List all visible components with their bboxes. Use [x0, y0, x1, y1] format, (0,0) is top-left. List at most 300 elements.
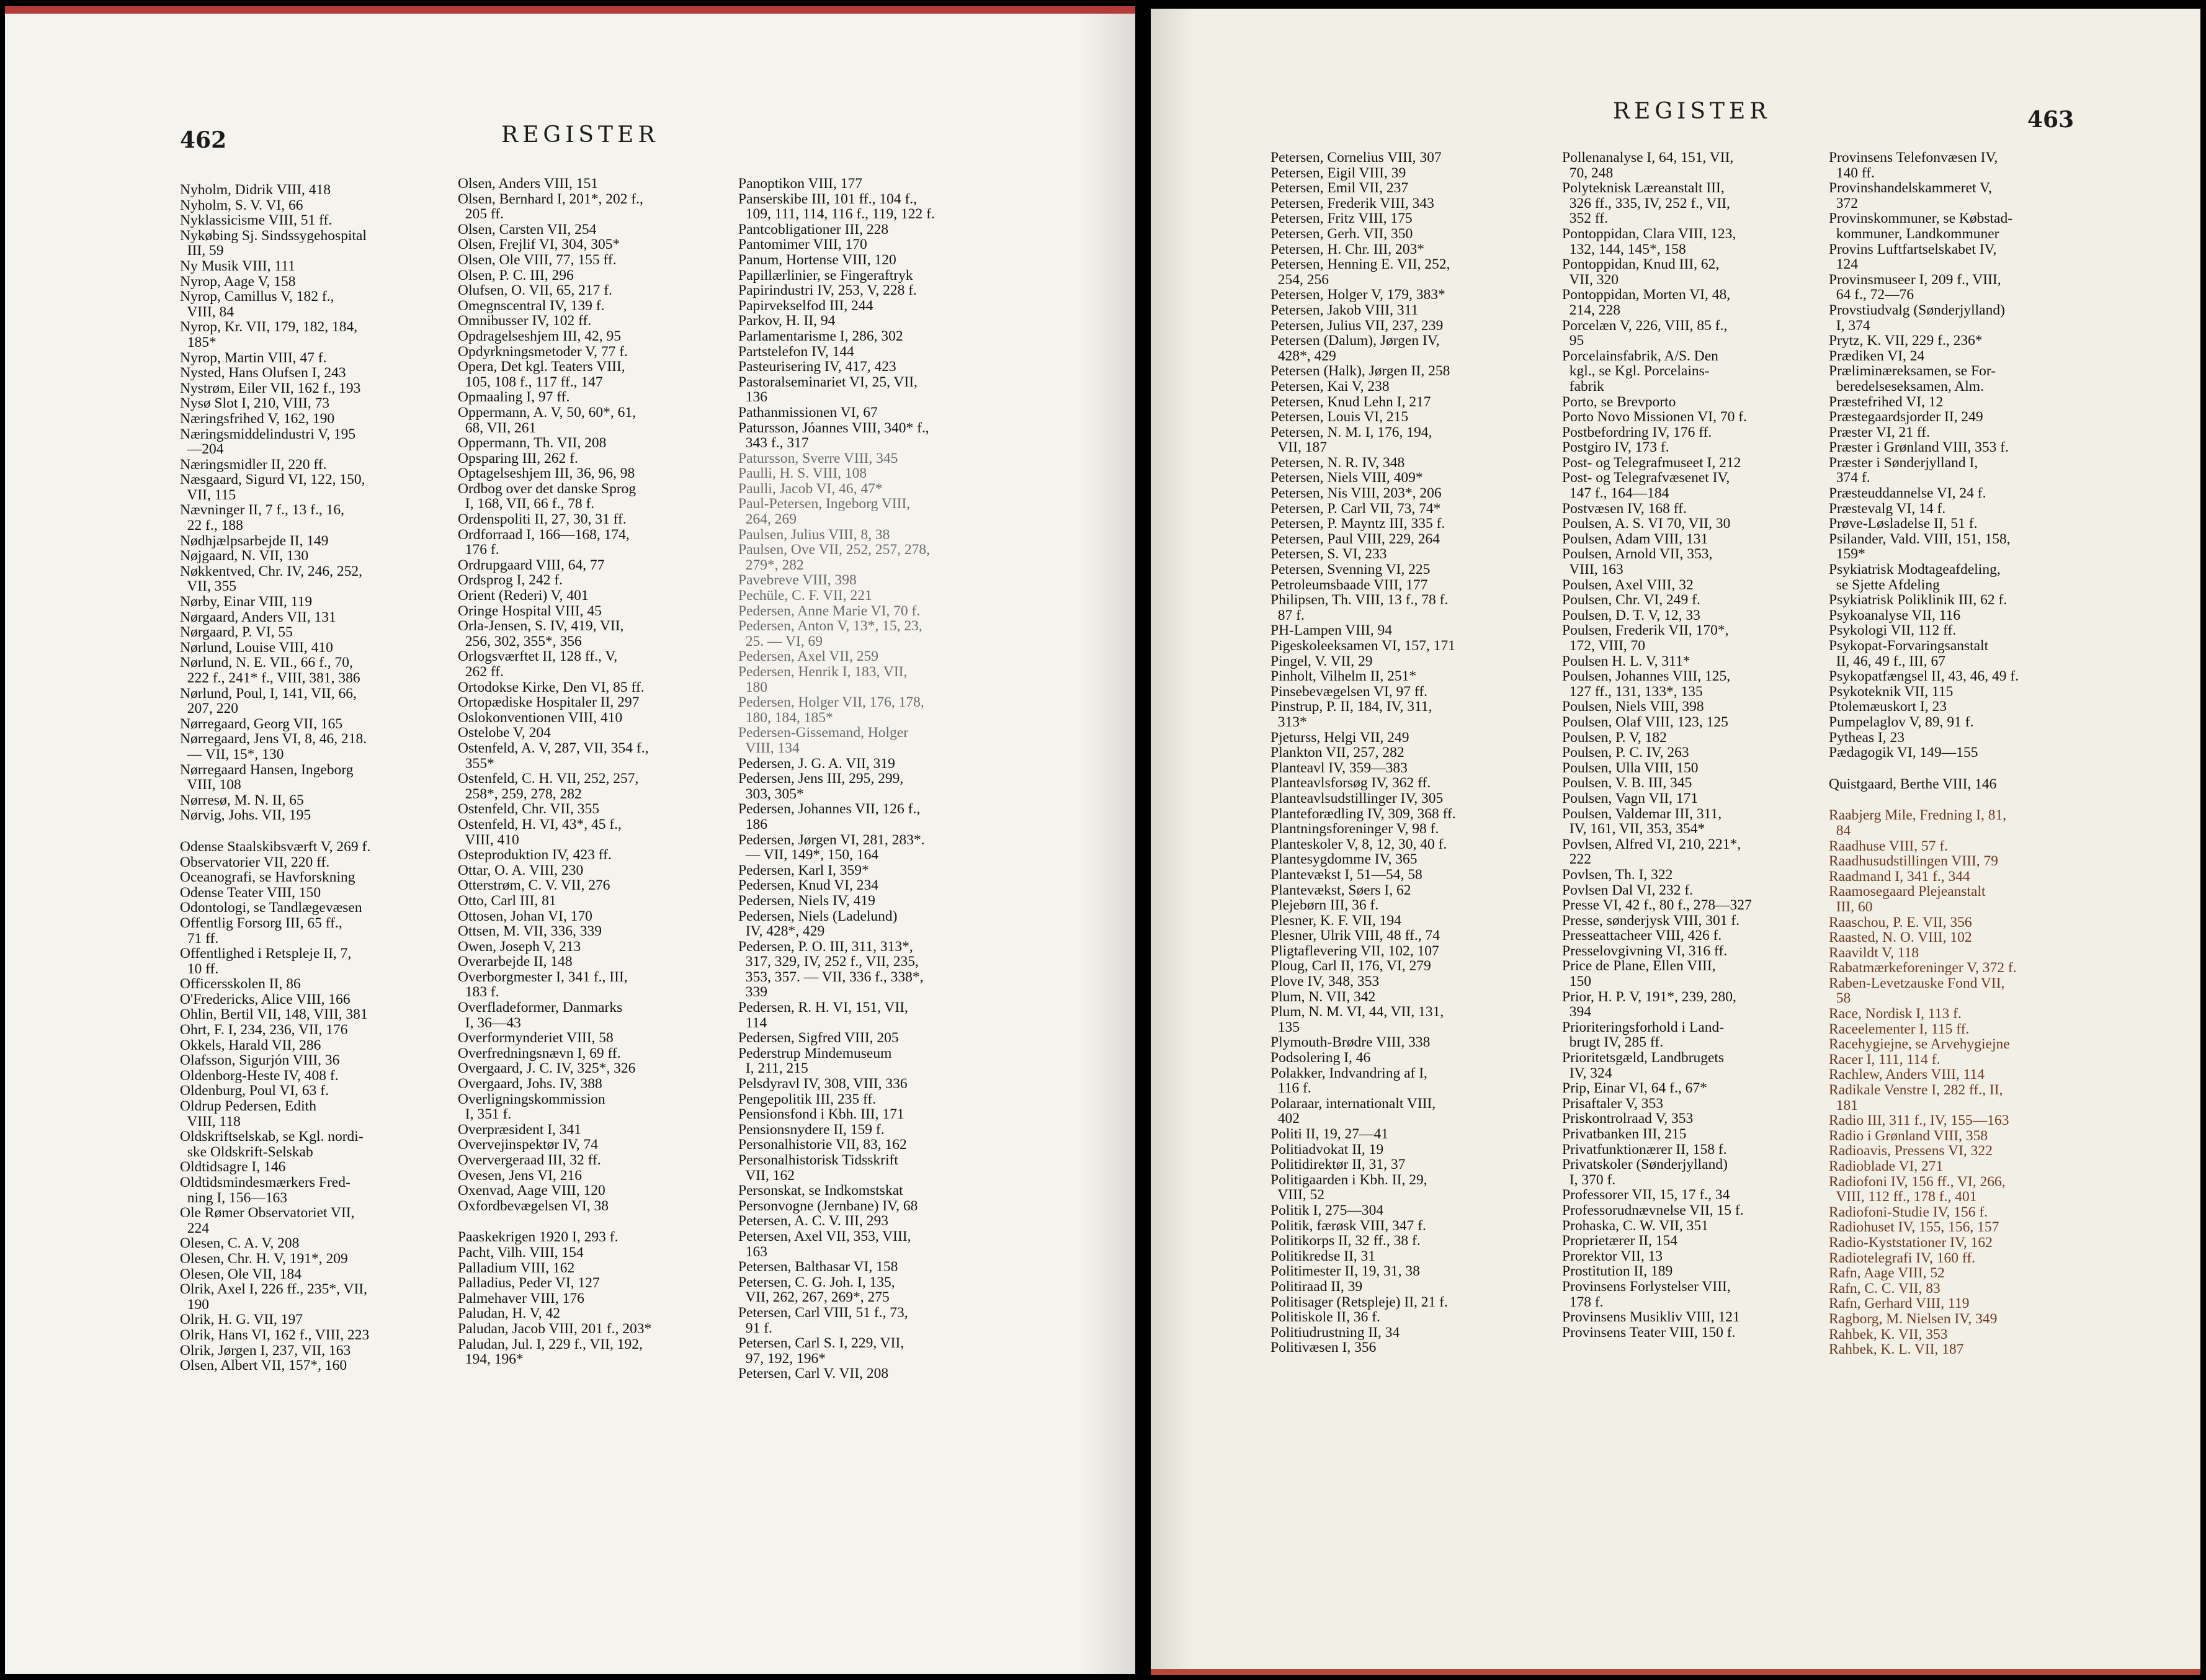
index-entry: Nøkkentved, Chr. IV, 246, 252,: [180, 563, 362, 579]
index-entry: Provinskommuner, se Købstad-: [1829, 210, 2013, 227]
index-entry: Præsteuddannelse VI, 24 f.: [1829, 485, 1986, 502]
index-entry: Poulsen, P. C. IV, 263: [1562, 744, 1689, 761]
index-entry: Plankton VII, 257, 282: [1270, 744, 1404, 761]
index-entry: Politidirektør II, 31, 37: [1270, 1156, 1406, 1173]
index-entry: I, 370 f.: [1562, 1171, 1616, 1188]
index-entry: Nyholm, Didrik VIII, 418: [180, 182, 331, 198]
page-number: 462: [180, 127, 227, 153]
index-entry: Palmehaver VIII, 176: [458, 1290, 584, 1307]
index-entry: Poulsen, V. B. III, 345: [1562, 775, 1692, 792]
index-entry: Præster VI, 21 ff.: [1829, 424, 1930, 440]
index-entry: Radioavis, Pressens VI, 322: [1829, 1143, 1993, 1159]
index-entry: Poulsen, Vagn VII, 171: [1562, 790, 1699, 806]
index-entry: Poulsen, P. V, 182: [1562, 729, 1667, 746]
index-column: [180, 182, 465, 1374]
index-entry: I, 168, VII, 66 f., 78 f.: [458, 496, 595, 512]
index-entry: I, 351 f.: [458, 1106, 512, 1123]
index-entry: 114: [738, 1014, 767, 1031]
index-entry: Povlsen Dal VI, 232 f.: [1562, 882, 1694, 898]
index-entry: Nørlund, N. E. VII., 66 f., 70,: [180, 655, 353, 671]
index-entry: Ptolemæuskort I, 23: [1829, 699, 1947, 715]
index-entry: Officersskolen II, 86: [180, 976, 301, 993]
index-entry: O'Fredericks, Alice VIII, 166: [180, 991, 351, 1008]
index-entry: Polakker, Indvandring af I,: [1270, 1065, 1427, 1081]
index-entry: Presse VI, 42 f., 80 f., 278—327: [1562, 897, 1752, 914]
index-entry: 64 f., 72—76: [1829, 287, 1914, 303]
index-entry: Panoptikon VIII, 177: [738, 176, 862, 192]
index-entry: I, 36—43: [458, 1014, 521, 1031]
index-entry: Plesner, Ulrik VIII, 48 ff., 74: [1270, 927, 1440, 944]
index-entry: 339: [738, 984, 767, 1001]
index-entry: Petersen (Dalum), Jørgen IV,: [1270, 333, 1440, 349]
index-entry: I, 211, 215: [738, 1060, 808, 1077]
index-entry: Plymouth-Brødre VIII, 338: [1270, 1034, 1431, 1051]
index-entry: 222 f., 241* f., VIII, 381, 386: [180, 670, 360, 686]
index-entry: Petroleumsbaade VIII, 177: [1270, 576, 1428, 593]
index-entry: Petersen, Knud Lehn I, 217: [1270, 393, 1431, 410]
index-entry: Psilander, Vald. VIII, 151, 158,: [1829, 530, 2011, 547]
index-entry: 105, 108 f., 117 ff., 147: [458, 373, 603, 390]
index-entry: Pastoralseminariet VI, 25, VII,: [738, 373, 918, 390]
index-entry: Panum, Hortense VIII, 120: [738, 251, 896, 268]
index-entry: 402: [1270, 1110, 1300, 1127]
index-entry: 84: [1829, 822, 1851, 839]
index-entry: Nørregaard Hansen, Ingeborg: [180, 761, 354, 778]
index-entry: Prip, Einar VI, 64 f., 67*: [1562, 1080, 1707, 1097]
index-entry: Plum, N. M. VI, 44, VII, 131,: [1270, 1004, 1444, 1021]
index-entry: Rahbek, K. VII, 353: [1829, 1326, 1948, 1343]
index-entry: Poulsen, Arnold VII, 353,: [1562, 546, 1713, 563]
index-entry: Price de Plane, Ellen VIII,: [1562, 958, 1716, 975]
index-entry: Radiohuset IV, 155, 156, 157: [1829, 1219, 1999, 1236]
index-entry: — VII, 15*, 130: [180, 746, 284, 762]
index-entry: III, 60: [1829, 898, 1873, 915]
index-entry: Oppermann, Th. VII, 208: [458, 435, 607, 452]
index-entry: Nødhjælpsarbejde II, 149: [180, 532, 329, 549]
index-entry: 262 ff.: [458, 664, 504, 680]
index-entry: 135: [1270, 1019, 1300, 1035]
index-entry: Pantomimer VIII, 170: [738, 236, 867, 253]
index-entry: 279*, 282: [738, 556, 804, 573]
index-entry: Polaraar, internationalt VIII,: [1270, 1095, 1436, 1112]
index-entry: Povlsen, Alfred VI, 210, 221*,: [1562, 836, 1741, 852]
index-entry: Philipsen, Th. VIII, 13 f., 78 f.: [1270, 592, 1449, 609]
index-entry: 194, 196*: [458, 1351, 524, 1368]
index-entry: Ordenspoliti II, 27, 30, 31 ff.: [458, 511, 627, 528]
index-entry: Prædiken VI, 24: [1829, 347, 1925, 364]
index-entry: Pedersen, R. H. VI, 151, VII,: [738, 999, 908, 1016]
index-entry: Rachlew, Anders VIII, 114: [1829, 1066, 1985, 1083]
index-entry: Porcelæn V, 226, VIII, 85 f.,: [1562, 317, 1728, 334]
index-entry: Petersen, Fritz VIII, 175: [1270, 210, 1413, 227]
index-entry: Petersen, N. M. I, 176, 194,: [1270, 424, 1432, 440]
index-entry: Prioritetsgæld, Landbrugets: [1562, 1050, 1725, 1066]
index-entry: Osteproduktion IV, 423 ff.: [458, 847, 612, 864]
index-entry: Okkels, Harald VII, 286: [180, 1037, 321, 1053]
index-entry: Pinholt, Vilhelm II, 251*: [1270, 668, 1417, 685]
index-entry: Ottsen, M. VII, 336, 339: [458, 923, 602, 940]
index-column: [1829, 150, 2120, 1357]
index-entry: Poulsen, Axel VIII, 32: [1562, 576, 1694, 593]
index-entry: Radio-Kyststationer IV, 162: [1829, 1234, 1993, 1251]
index-entry: Radioblade VI, 271: [1829, 1158, 1944, 1174]
index-entry: Presse, sønderjysk VIII, 301 f.: [1562, 912, 1740, 929]
index-entry: I, 374: [1829, 317, 1870, 334]
index-entry: Nørresø, M. N. II, 65: [180, 792, 304, 808]
index-entry: II, 46, 49 f., III, 67: [1829, 653, 1945, 669]
index-entry: Ordrupgaard VIII, 64, 77: [458, 556, 605, 573]
index-entry: Pedersen, Sigfred VIII, 205: [738, 1030, 899, 1047]
index-entry: Politiraad II, 39: [1270, 1278, 1363, 1295]
index-entry: Pumpelaglov V, 89, 91 f.: [1829, 713, 1974, 730]
index-entry: Psykiatrisk Modtageafdeling,: [1829, 561, 2001, 578]
index-entry: Radiofoni IV, 156 ff., VI, 266,: [1829, 1173, 2006, 1190]
index-entry: Poulsen, Niels VIII, 398: [1562, 699, 1704, 715]
index-entry: IV, 161, VII, 353, 354*: [1562, 821, 1705, 838]
index-entry: Poulsen, Ulla VIII, 150: [1562, 759, 1699, 776]
index-entry: Præster i Sønderjylland I,: [1829, 454, 1978, 471]
index-entry: Ohlin, Bertil VII, 148, VIII, 381: [180, 1006, 368, 1023]
index-entry: 140 ff.: [1829, 164, 1875, 181]
index-entry: Postvæsen IV, 168 ff.: [1562, 500, 1687, 517]
index-entry: Odontologi, se Tandlægevæsen: [180, 900, 362, 916]
index-entry: 176 f.: [458, 542, 499, 558]
index-entry: Palladium VIII, 162: [458, 1259, 575, 1276]
index-entry: Race, Nordisk I, 113 f.: [1829, 1006, 1962, 1022]
index-entry: Provinsmuseer I, 209 f., VIII,: [1829, 271, 2001, 288]
index-entry: Nævninger II, 7 f., 13 f., 16,: [180, 502, 344, 519]
index-entry: Petersen, Frederik VIII, 343: [1270, 195, 1434, 212]
index-entry: Paludan, Jacob VIII, 201 f., 203*: [458, 1320, 652, 1337]
index-entry: Opmaaling I, 97 ff.: [458, 389, 570, 406]
index-entry: Petersen, Jakob VIII, 311: [1270, 302, 1419, 318]
index-entry: Politimester II, 19, 31, 38: [1270, 1263, 1420, 1280]
index-entry: III, 59: [180, 243, 224, 259]
index-entry: Prohaska, C. W. VII, 351: [1562, 1217, 1708, 1234]
index-entry: 224: [180, 1220, 209, 1236]
index-entry: 180, 184, 185*: [738, 709, 833, 726]
index-entry: 326 ff., 335, IV, 252 f., VII,: [1562, 195, 1730, 212]
index-entry: Rafn, Aage VIII, 52: [1829, 1265, 1945, 1282]
index-entry: Præstegaardsjorder II, 249: [1829, 409, 1983, 426]
index-entry: Pontoppidan, Clara VIII, 123,: [1562, 225, 1736, 242]
index-entry: Rahbek, K. L. VII, 187: [1829, 1341, 1964, 1358]
index-entry: 95: [1562, 333, 1584, 349]
index-entry: Plantningsforeninger V, 98 f.: [1270, 821, 1439, 838]
index-entry: Psykoanalyse VII, 116: [1829, 607, 1961, 623]
index-entry: Nørgaard, P. VI, 55: [180, 624, 293, 641]
index-entry: Oververgeraad III, 32 ff.: [458, 1152, 601, 1168]
index-entry: Raceelementer I, 115 ff.: [1829, 1021, 1970, 1037]
index-entry: VIII, 112 ff., 178 f., 401: [1829, 1189, 1977, 1205]
index-entry: Oslokonventionen VIII, 410: [458, 709, 623, 726]
index-entry: Petersen, Svenning VI, 225: [1270, 561, 1431, 578]
index-entry: 207, 220: [180, 700, 238, 717]
index-entry: Pechüle, C. F. VII, 221: [738, 588, 872, 604]
index-entry: Nyklassicisme VIII, 51 ff.: [180, 212, 333, 229]
index-entry: VII, 262, 267, 269*, 275: [738, 1289, 890, 1306]
index-entry: Panserskibe III, 101 ff., 104 f.,: [738, 190, 918, 207]
index-entry: VIII, 84: [180, 303, 234, 320]
index-entry: Pjeturss, Helgi VII, 249: [1270, 729, 1409, 746]
index-entry: Ordforraad I, 166—168, 174,: [458, 526, 630, 543]
index-entry: Professorer VII, 15, 17 f., 34: [1562, 1187, 1730, 1204]
index-entry: Politi II, 19, 27—41: [1270, 1126, 1388, 1142]
page-number: 463: [2027, 107, 2074, 133]
index-entry: Næsgaard, Sigurd VI, 122, 150,: [180, 471, 365, 488]
index-entry: brugt IV, 285 ff.: [1562, 1034, 1663, 1051]
index-entry: Privatfunktionærer II, 158 f.: [1562, 1141, 1727, 1158]
index-entry: Petersen, Gerh. VII, 350: [1270, 225, 1413, 242]
index-entry: 190: [180, 1296, 209, 1313]
index-entry: Pedersen, P. O. III, 311, 313*,: [738, 938, 913, 955]
index-entry: Nørlund, Louise VIII, 410: [180, 639, 333, 656]
index-entry: Plejebørn III, 36 f.: [1270, 897, 1379, 914]
index-entry: Radio i Grønland VIII, 358: [1829, 1127, 1988, 1144]
index-entry: Radikale Venstre I, 282 ff., II,: [1829, 1082, 2003, 1099]
index-entry: Odense Teater VIII, 150: [180, 884, 321, 901]
gutter-shadow: [1079, 14, 1135, 1674]
index-entry: Paludan, Jul. I, 229 f., VII, 192,: [458, 1336, 643, 1352]
index-entry: Paulsen, Julius VIII, 8, 38: [738, 526, 890, 543]
index-entry: Nysø Slot I, 210, VIII, 73: [180, 395, 330, 412]
index-entry: Povlsen, Th. I, 322: [1562, 866, 1673, 883]
index-entry: Orlogsværftet II, 128 ff., V,: [458, 648, 618, 665]
index-entry: kgl., se Kgl. Porcelains-: [1562, 363, 1710, 380]
index-entry: Papirindustri IV, 253, V, 228 f.: [738, 282, 917, 299]
index-entry: Petersen, Balthasar VI, 158: [738, 1259, 898, 1276]
index-entry: 343 f., 317: [738, 435, 809, 452]
index-entry: PH-Lampen VIII, 94: [1270, 622, 1393, 639]
index-entry: fabrik: [1562, 378, 1604, 395]
index-entry: Olrik, Jørgen I, 237, VII, 163: [180, 1342, 351, 1359]
index-entry: Petersen, Julius VII, 237, 239: [1270, 317, 1444, 334]
index-entry: Orient (Rederi) V, 401: [458, 588, 589, 604]
index-entry: Ortopædiske Hospitaler II, 297: [458, 694, 640, 711]
index-entry: Opdyrkningsmetoder V, 77 f.: [458, 343, 628, 360]
page-header: REGISTER: [1613, 99, 1771, 124]
index-entry: Olafsson, Sigurjón VIII, 36: [180, 1052, 340, 1069]
index-entry: Pingel, V. VII, 29: [1270, 653, 1373, 669]
index-entry: Olsen, P. C. III, 296: [458, 267, 574, 284]
index-entry: 353, 357. — VII, 336 f., 338*,: [738, 968, 924, 985]
index-entry: Rafn, Gerhard VIII, 119: [1829, 1295, 1970, 1312]
index-entry: Provinsens Musikliv VIII, 121: [1562, 1309, 1740, 1326]
index-entry: ning I, 156—163: [180, 1189, 287, 1206]
index-entry: Postgiro IV, 173 f.: [1562, 439, 1669, 456]
index-entry: IV, 324: [1562, 1065, 1612, 1081]
index-entry: Prøve-Løsladelse II, 51 f.: [1829, 516, 1978, 532]
index-entry: Olsen, Anders VIII, 151: [458, 176, 599, 192]
index-entry: beredelseseksamen, Alm.: [1829, 378, 1984, 395]
index-entry: Opsparing III, 262 f.: [458, 450, 578, 467]
index-entry: Overgaard, J. C. IV, 325*, 326: [458, 1060, 636, 1077]
right-page: [1151, 9, 2200, 1675]
index-entry: Prior, H. P. V, 191*, 239, 280,: [1562, 988, 1736, 1005]
index-entry: Parkov, H. II, 94: [738, 313, 836, 329]
index-entry: Nyholm, S. V. VI, 66: [180, 197, 303, 213]
index-entry: ske Oldskrift-Selskab: [180, 1143, 313, 1160]
index-entry: Politiadvokat II, 19: [1270, 1141, 1384, 1158]
index-entry: Ostenfeld, Chr. VII, 355: [458, 801, 600, 818]
index-entry: 214, 228: [1562, 302, 1620, 318]
index-entry: Pontoppidan, Morten VI, 48,: [1562, 287, 1731, 303]
index-entry: Offentlighed i Retspleje II, 7,: [180, 945, 352, 962]
index-entry: 264, 269: [738, 511, 797, 528]
index-entry: Personvogne (Jernbane) IV, 68: [738, 1197, 918, 1214]
index-entry: 163: [738, 1243, 767, 1260]
index-entry: Petersen, C. G. Joh. I, 135,: [738, 1274, 895, 1290]
index-entry: Poulsen, Valdemar III, 311,: [1562, 805, 1722, 822]
index-entry: Petersen, Carl S. I, 229, VII,: [738, 1335, 904, 1352]
index-entry: Papirvekselfod III, 244: [738, 297, 873, 314]
index-entry: Petersen, A. C. V. III, 293: [738, 1213, 888, 1230]
index-entry: Orla-Jensen, S. IV, 419, VII,: [458, 618, 624, 635]
index-entry: Radio III, 311 f., IV, 155—163: [1829, 1112, 2009, 1129]
index-entry: Paulsen, Ove VII, 252, 257, 278,: [738, 542, 930, 558]
index-entry: Prostitution II, 189: [1562, 1263, 1673, 1280]
index-entry: Patursson, Sverre VIII, 345: [738, 450, 898, 467]
index-entry: Raaschou, P. E. VII, 356: [1829, 914, 1972, 931]
index-entry: Politikorps II, 32 ff., 38 f.: [1270, 1233, 1421, 1249]
index-entry: Plesner, K. F. VII, 194: [1270, 912, 1401, 929]
index-entry: VIII, 118: [180, 1113, 241, 1130]
index-entry: Petersen, Axel VII, 353, VIII,: [738, 1228, 911, 1244]
index-entry: Politisager (Retspleje) II, 21 f.: [1270, 1294, 1448, 1310]
index-entry: Paul-Petersen, Ingeborg VIII,: [738, 496, 911, 512]
index-entry: Plum, N. VII, 342: [1270, 988, 1376, 1005]
index-entry: Personalhistorisk Tidsskrift: [738, 1152, 898, 1168]
index-entry: Oldrup Pedersen, Edith: [180, 1098, 316, 1115]
index-entry: Olufsen, O. VII, 65, 217 f.: [458, 282, 612, 299]
index-entry: Overarbejde II, 148: [458, 954, 573, 970]
index-entry: Nysted, Hans Olufsen I, 243: [180, 365, 346, 382]
index-entry: Nyrop, Martin VIII, 47 f.: [180, 349, 327, 366]
index-entry: Ostelobe V, 204: [458, 725, 551, 741]
index-entry: Presseattacheer VIII, 426 f.: [1562, 927, 1722, 944]
index-entry: Pedersen, Niels IV, 419: [738, 892, 875, 909]
index-entry: Pacht, Vilh. VIII, 154: [458, 1244, 584, 1261]
index-entry: VII, 115: [180, 486, 236, 503]
index-entry: Raamosegaard Plejeanstalt: [1829, 883, 1986, 900]
index-entry: Oxenvad, Aage VIII, 120: [458, 1182, 605, 1199]
index-entry: Olsen, Frejlif VI, 304, 305*: [458, 236, 620, 253]
index-entry: Olesen, Chr. H. V, 191*, 209: [180, 1250, 348, 1267]
index-entry: Poulsen, D. T. V, 12, 33: [1562, 607, 1700, 623]
index-entry: Olsen, Ole VIII, 77, 155 ff.: [458, 251, 617, 268]
index-entry: Prorektor VII, 13: [1562, 1248, 1663, 1264]
index-entry: Pedersen, Jørgen VI, 281, 283*.: [738, 831, 925, 848]
index-entry: Politik, færøsk VIII, 347 f.: [1270, 1217, 1426, 1234]
index-entry: Privatbanken III, 215: [1562, 1126, 1687, 1142]
index-entry: Olrik, Axel I, 226 ff., 235*, VII,: [180, 1281, 367, 1298]
index-entry: VII, 187: [1270, 439, 1327, 456]
index-entry: Pedersen, Henrik I, 183, VII,: [738, 664, 908, 680]
index-entry: Porto Novo Missionen VI, 70 f.: [1562, 409, 1747, 426]
index-entry: Opera, Det kgl. Teaters VIII,: [458, 359, 625, 375]
index-entry: Petersen, P. Carl VII, 73, 74*: [1270, 500, 1441, 517]
index-entry: Paulli, Jacob VI, 46, 47*: [738, 480, 883, 497]
index-entry: Petersen, Holger V, 179, 383*: [1270, 287, 1445, 303]
index-entry: Raadmand I, 341 f., 344: [1829, 868, 1970, 885]
index-entry: Ragborg, M. Nielsen IV, 349: [1829, 1310, 1998, 1327]
index-entry: Overgaard, Johs. IV, 388: [458, 1076, 602, 1092]
index-entry: Prisaftaler V, 353: [1562, 1095, 1663, 1112]
index-entry: Nørregaard, Jens VI, 8, 46, 218.: [180, 731, 367, 748]
index-entry: Radiofoni-Studie IV, 156 f.: [1829, 1204, 1988, 1220]
index-entry: Olrik, Hans VI, 162 f., VIII, 223: [180, 1326, 370, 1343]
index-entry: VIII, 163: [1562, 561, 1623, 578]
index-entry: Opdragelseshjem III, 42, 95: [458, 328, 621, 344]
gutter-shadow: [1151, 9, 1194, 1669]
index-entry: VIII, 410: [458, 831, 519, 848]
index-entry: 317, 329, IV, 252 f., VII, 235,: [738, 954, 919, 970]
index-entry: Nørby, Einar VIII, 119: [180, 594, 313, 610]
index-entry: Pinstrup, P. II, 184, IV, 311,: [1270, 699, 1432, 715]
index-entry: Petersen, Henning E. VII, 252,: [1270, 256, 1450, 273]
index-entry: Næringsmidler II, 220 ff.: [180, 456, 327, 473]
index-entry: Ny Musik VIII, 111: [180, 257, 295, 274]
left-page: [5, 6, 1135, 1674]
index-entry: Ostenfeld, A. V, 287, VII, 354 f.,: [458, 739, 649, 756]
index-entry: Polyteknisk Læreanstalt III,: [1562, 180, 1725, 197]
index-entry: Omnibusser IV, 102 ff.: [458, 313, 592, 329]
index-entry: Pytheas I, 23: [1829, 729, 1905, 746]
index-entry: Racehygiejne, se Arvehygiejne: [1829, 1036, 2010, 1053]
index-entry: Parlamentarisme I, 286, 302: [738, 328, 903, 344]
index-entry: Pensionsnydere II, 159 f.: [738, 1121, 885, 1138]
index-entry: Nystrøm, Eiler VII, 162 f., 193: [180, 380, 361, 396]
index-entry: Overfredningsnævn I, 69 ff.: [458, 1045, 621, 1061]
index-entry: Oceanografi, se Havforskning: [180, 869, 355, 886]
index-entry: Pollenanalyse I, 64, 151, VII,: [1562, 150, 1734, 166]
index-entry: Politivæsen I, 356: [1270, 1339, 1377, 1356]
index-entry: Overligningskommission: [458, 1091, 605, 1107]
index-entry: 150: [1562, 973, 1591, 990]
index-entry: Nyrop, Camillus V, 182 f.,: [180, 288, 334, 305]
index-entry: Poulsen, Olaf VIII, 123, 125: [1562, 713, 1728, 730]
index-entry: Pedersen, Anne Marie VI, 70 f.: [738, 602, 921, 619]
index-entry: Poulsen, Frederik VII, 170*,: [1562, 622, 1729, 639]
index-entry: 185*: [180, 334, 217, 351]
index-entry: Pigeskoleeksamen VI, 157, 171: [1270, 638, 1455, 654]
index-entry: Petersen, P. Mayntz III, 335 f.: [1270, 516, 1445, 532]
index-entry: Ordsprog I, 242 f.: [458, 572, 563, 589]
index-entry: Olsen, Bernhard I, 201*, 202 f.,: [458, 190, 643, 207]
index-entry: Pantcobligationer III, 228: [738, 221, 889, 238]
index-entry: Observatorier VII, 220 ff.: [180, 854, 330, 870]
index-entry: Provins Luftfartselskabet IV,: [1829, 241, 1997, 257]
index-entry: 124: [1829, 256, 1858, 273]
index-entry: Poulsen, A. S. VI 70, VII, 30: [1562, 516, 1731, 532]
index-entry: 71 ff.: [180, 930, 219, 947]
index-entry: Petersen, S. VI, 233: [1270, 546, 1387, 563]
index-entry: Planteavlsforsøg IV, 362 ff.: [1270, 775, 1431, 792]
index-entry: Overformynderiet VIII, 58: [458, 1030, 614, 1047]
index-entry: Odense Staalskibsværft V, 269 f.: [180, 838, 371, 855]
index-column: [738, 176, 1030, 1382]
index-entry: Næringsmiddelindustri V, 195: [180, 426, 356, 442]
index-entry: Politik I, 275—304: [1270, 1202, 1384, 1218]
index-entry: IV, 428*, 429: [738, 923, 825, 940]
index-entry: VII, 162: [738, 1167, 795, 1184]
index-entry: 178 f.: [1562, 1294, 1604, 1310]
index-entry: Overvejinspektør IV, 74: [458, 1137, 599, 1153]
index-entry: 97, 192, 196*: [738, 1350, 826, 1367]
index-entry: Pelsdyravl IV, 308, VIII, 336: [738, 1076, 908, 1092]
index-entry: Præliminæreksamen, se For-: [1829, 363, 1996, 380]
index-entry: Pedersen, Johannes VII, 126 f.,: [738, 801, 921, 818]
